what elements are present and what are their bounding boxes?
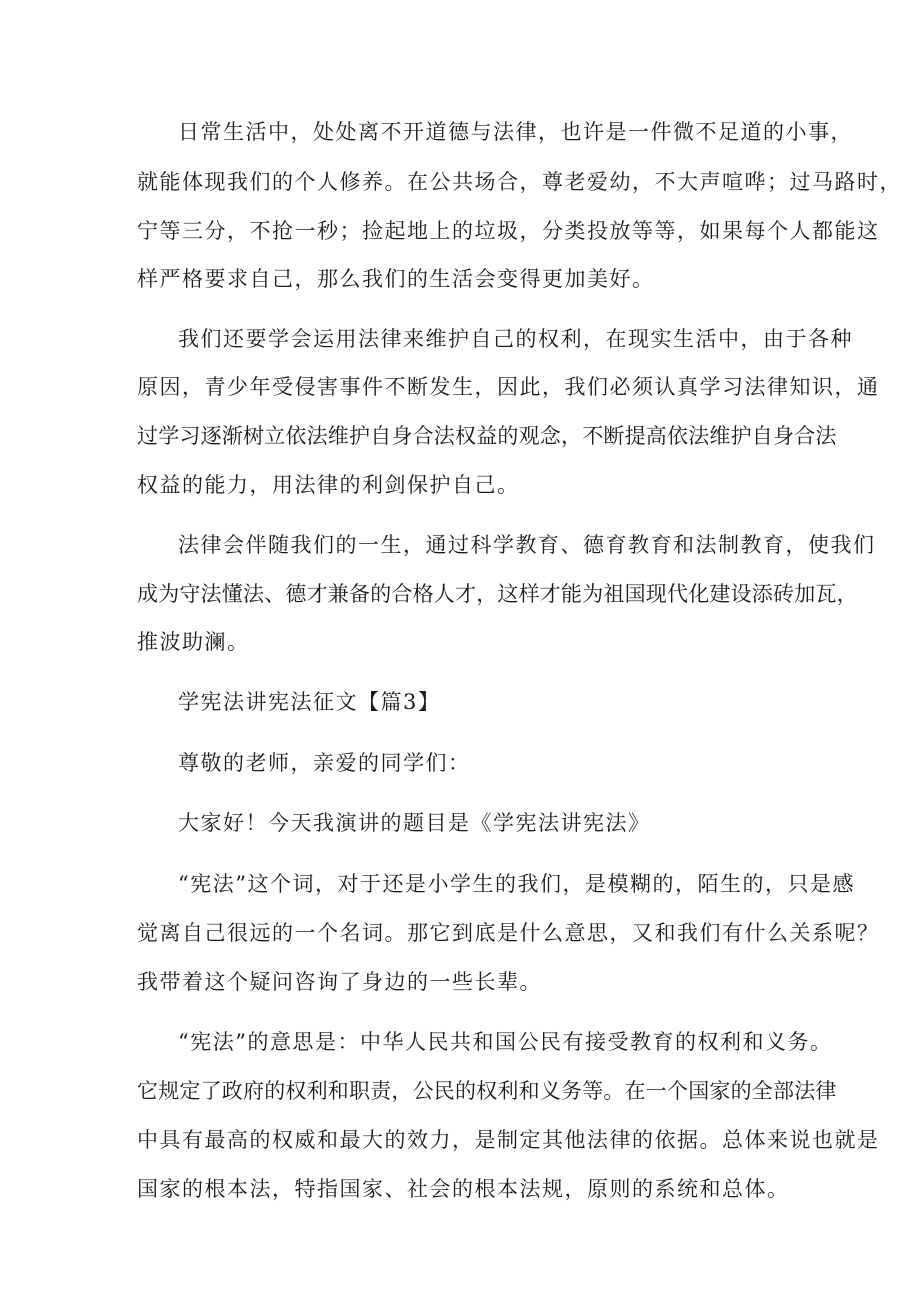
paragraph-7-line-1: “宪法”这个词，对于还是小学生的我们，是模糊的，陌生的，只是感 (178, 872, 855, 896)
paragraph-1-line-3: 宁等三分，不抢一秒；捡起地上的垃圾，分类投放等等，如果每个人都能这 (137, 219, 880, 243)
paragraph-7-line-3: 我带着这个疑问咨询了身边的一些长辈。 (137, 970, 542, 994)
paragraph-2-line-2: 原因，青少年受侵害事件不断发生，因此，我们必须认真学习法律知识，通 (137, 375, 880, 399)
paragraph-3-line-3: 推波助澜。 (137, 630, 250, 654)
salutation: 尊敬的老师，亲爱的同学们： (178, 751, 471, 775)
section-heading: 学宪法讲宪法征文【篇3】 (178, 690, 441, 714)
paragraph-8-line-4: 国家的根本法，特指国家、社会的根本法规，原则的系统和总体。 (137, 1177, 790, 1201)
paragraph-1-line-2: 就能体现我们的个人修养。在公共场合，尊老爱幼，不大声喧哗；过马路时， (137, 170, 902, 194)
paragraph-8-line-3: 中具有最高的权威和最大的效力，是制定其他法律的依据。总体来说也就是 (137, 1128, 880, 1152)
paragraph-3-line-2: 成为守法懂法、德才兼备的合格人才，这样才能为祖国现代化建设添砖加瓦， (137, 582, 858, 606)
paragraph-1-line-4: 样严格要求自己，那么我们的生活会变得更加美好。 (137, 267, 655, 291)
greeting: 大家好！今天我演讲的题目是《学宪法讲宪法》 (178, 811, 651, 835)
paragraph-3-line-1: 法律会伴随我们的一生，通过科学教育、德育教育和法制教育，使我们 (178, 533, 876, 557)
paragraph-2-line-4: 权益的能力，用法律的利剑保护自己。 (137, 473, 520, 497)
paragraph-8-line-1: “宪法”的意思是：中华人民共和国公民有接受教育的权利和义务。 (178, 1030, 833, 1054)
paragraph-1-line-1: 日常生活中，处处离不开道德与法律，也许是一件微不足道的小事， (178, 120, 853, 144)
paragraph-2-line-3: 过学习逐渐树立依法维护自身合法权益的观念，不断提高依法维护自身合法 (137, 424, 837, 448)
paragraph-7-line-2: 觉离自己很远的一个名词。那它到底是什么意思，又和我们有什么关系呢？ (137, 921, 880, 945)
paragraph-8-line-2: 它规定了政府的权利和职责，公民的权利和义务等。在一个国家的全部法律 (137, 1079, 837, 1103)
paragraph-2-line-1: 我们还要学会运用法律来维护自己的权利，在现实生活中，由于各种 (178, 327, 853, 351)
